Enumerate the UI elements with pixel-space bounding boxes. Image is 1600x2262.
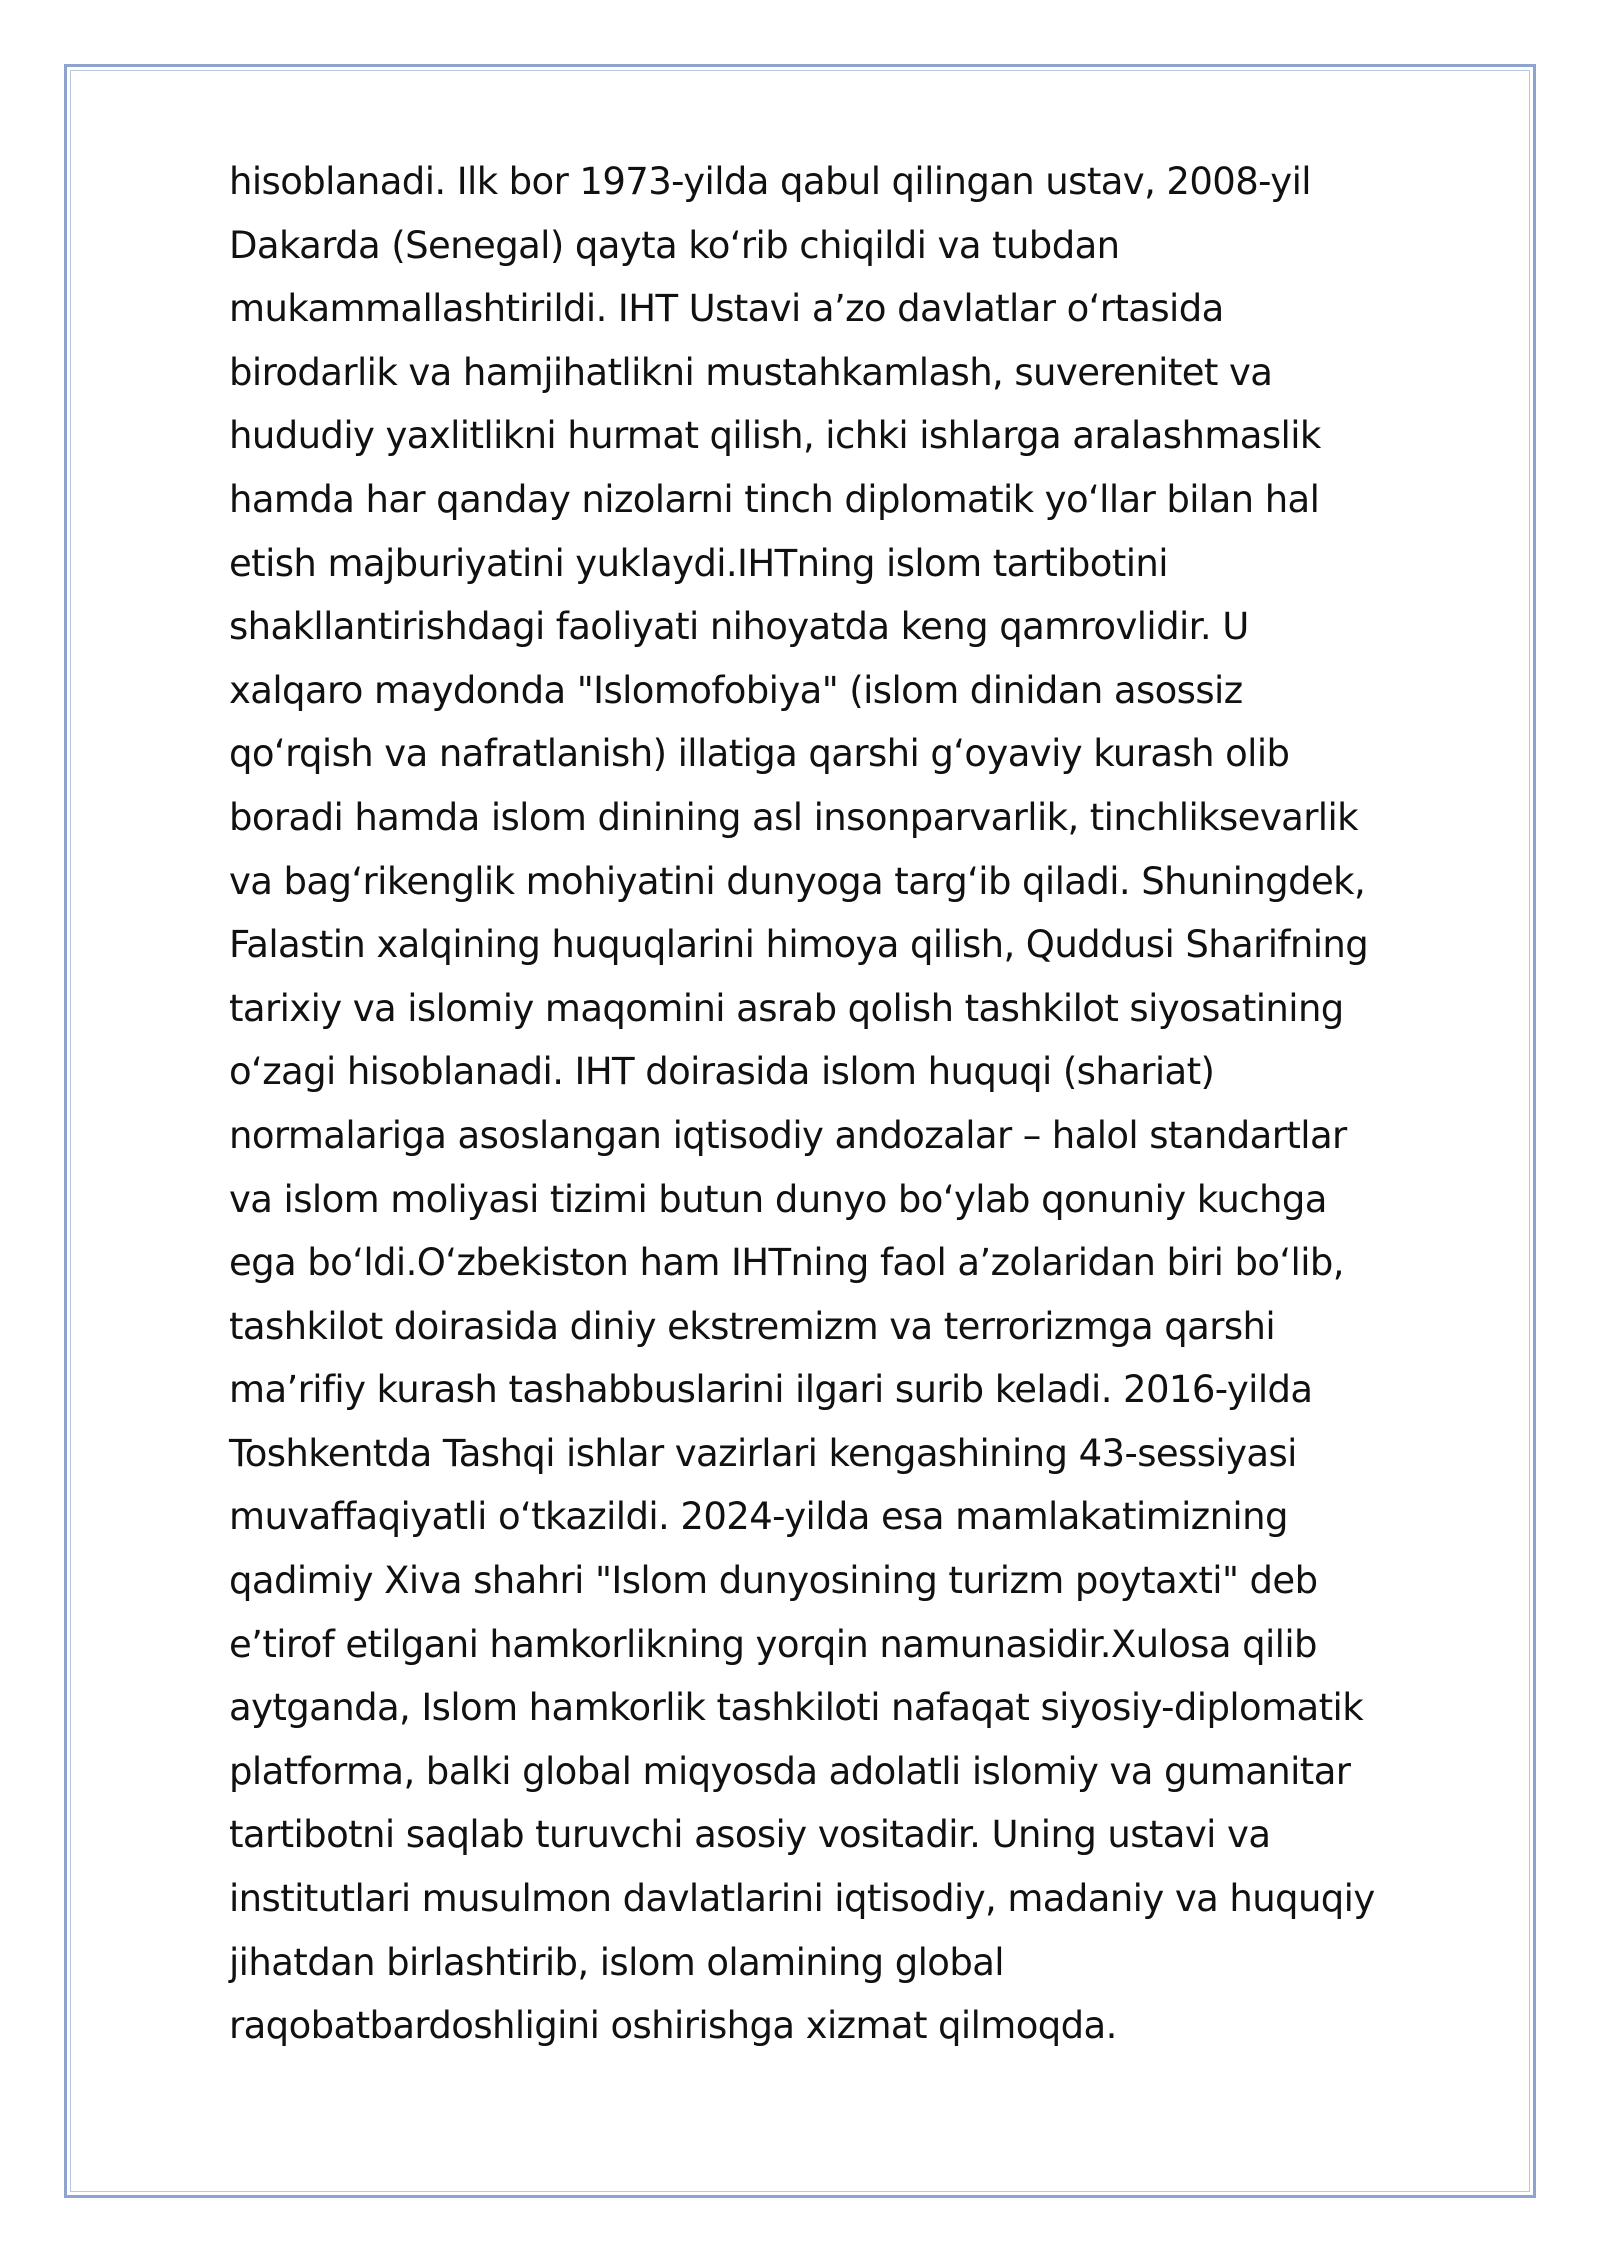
text-line: ma’rifiy kurash tashabbuslarini ilgari surib keladi. 2016-yilda bbox=[229, 1368, 1313, 1412]
text-line: boradi hamda islom dinining asl insonparvarlik, tinchliksevarlik bbox=[229, 795, 1358, 839]
body-text bbox=[229, 150, 1489, 2058]
text-line: e’tirof etilgani hamkorlikning yorqin namunasidir.Xulosa qilib bbox=[229, 1622, 1317, 1666]
text-line: raqobatbardoshligini oshirishga xizmat qilmoqda. bbox=[229, 2004, 1117, 2048]
text-line: tashkilot doirasida diniy ekstremizm va terrorizmga qarshi bbox=[229, 1304, 1276, 1348]
text-line: tartibotni saqlab turuvchi asosiy vositadir. Uning ustavi va bbox=[229, 1813, 1271, 1857]
text-line: qoʻrqish va nafratlanish) illatiga qarshi gʻoyaviy kurash olib bbox=[229, 732, 1290, 776]
text-line: platforma, balki global miqyosda adolatli islomiy va gumanitar bbox=[229, 1749, 1351, 1793]
text-line: hisoblanadi. Ilk bor 1973-yilda qabul qilingan ustav, 2008-yil bbox=[229, 160, 1311, 203]
text-line: normalariga asoslangan iqtisodiy andozalar – halol standartlar bbox=[229, 1113, 1347, 1157]
text-line: hududiy yaxlitlikni hurmat qilish, ichki ishlarga aralashmaslik bbox=[229, 414, 1321, 458]
text-line: etish majburiyatini yuklaydi.IHTning islom tartibotini bbox=[229, 541, 1168, 585]
text-line: ega boʻldi.Oʻzbekiston ham IHTning faol a’zolaridan biri boʻlib, bbox=[229, 1241, 1344, 1285]
text-line: jihatdan birlashtirib, islom olamining global bbox=[229, 1940, 1004, 1984]
text-line: oʻzagi hisoblanadi. IHT doirasida islom huquqi (shariat) bbox=[229, 1050, 1215, 1094]
text-line: muvaffaqiyatli oʻtkazildi. 2024-yilda esa mamlakatimizning bbox=[229, 1495, 1288, 1539]
text-line: institutlari musulmon davlatlarini iqtisodiy, madaniy va huquqiy bbox=[229, 1877, 1375, 1921]
text-line: hamda har qanday nizolarni tinch diplomatik yoʻllar bilan hal bbox=[229, 477, 1320, 521]
text-line: tarixiy va islomiy maqomini asrab qolish tashkilot siyosatining bbox=[229, 986, 1344, 1030]
text-line: xalqaro maydonda "Islomofobiya" (islom dinidan asossiz bbox=[229, 668, 1243, 712]
text-line: birodarlik va hamjihatlikni mustahkamlash, suverenitet va bbox=[229, 350, 1273, 394]
text-line: Dakarda (Senegal) qayta koʻrib chiqildi va tubdan bbox=[229, 223, 1120, 267]
text-line: shakllantirishdagi faoliyati nihoyatda keng qamrovlidir. U bbox=[229, 605, 1249, 649]
text-line: aytganda, Islom hamkorlik tashkiloti nafaqat siyosiy-diplomatik bbox=[229, 1686, 1364, 1730]
text-line: Falastin xalqining huquqlarini himoya qilish, Quddusi Sharifning bbox=[229, 923, 1369, 967]
text-line: qadimiy Xiva shahri "Islom dunyosining turizm poytaxti" deb bbox=[229, 1559, 1318, 1603]
text-line: va islom moliyasi tizimi butun dunyo boʻylab qonuniy kuchga bbox=[229, 1177, 1327, 1221]
text-line: va bagʻrikenglik mohiyatini dunyoga targʻib qiladi. Shuningdek, bbox=[229, 859, 1366, 903]
text-line: Toshkentda Tashqi ishlar vazirlari kengashining 43-sessiyasi bbox=[229, 1431, 1297, 1475]
text-line: mukammallashtirildi. IHT Ustavi a’zo davlatlar oʻrtasida bbox=[229, 287, 1224, 331]
